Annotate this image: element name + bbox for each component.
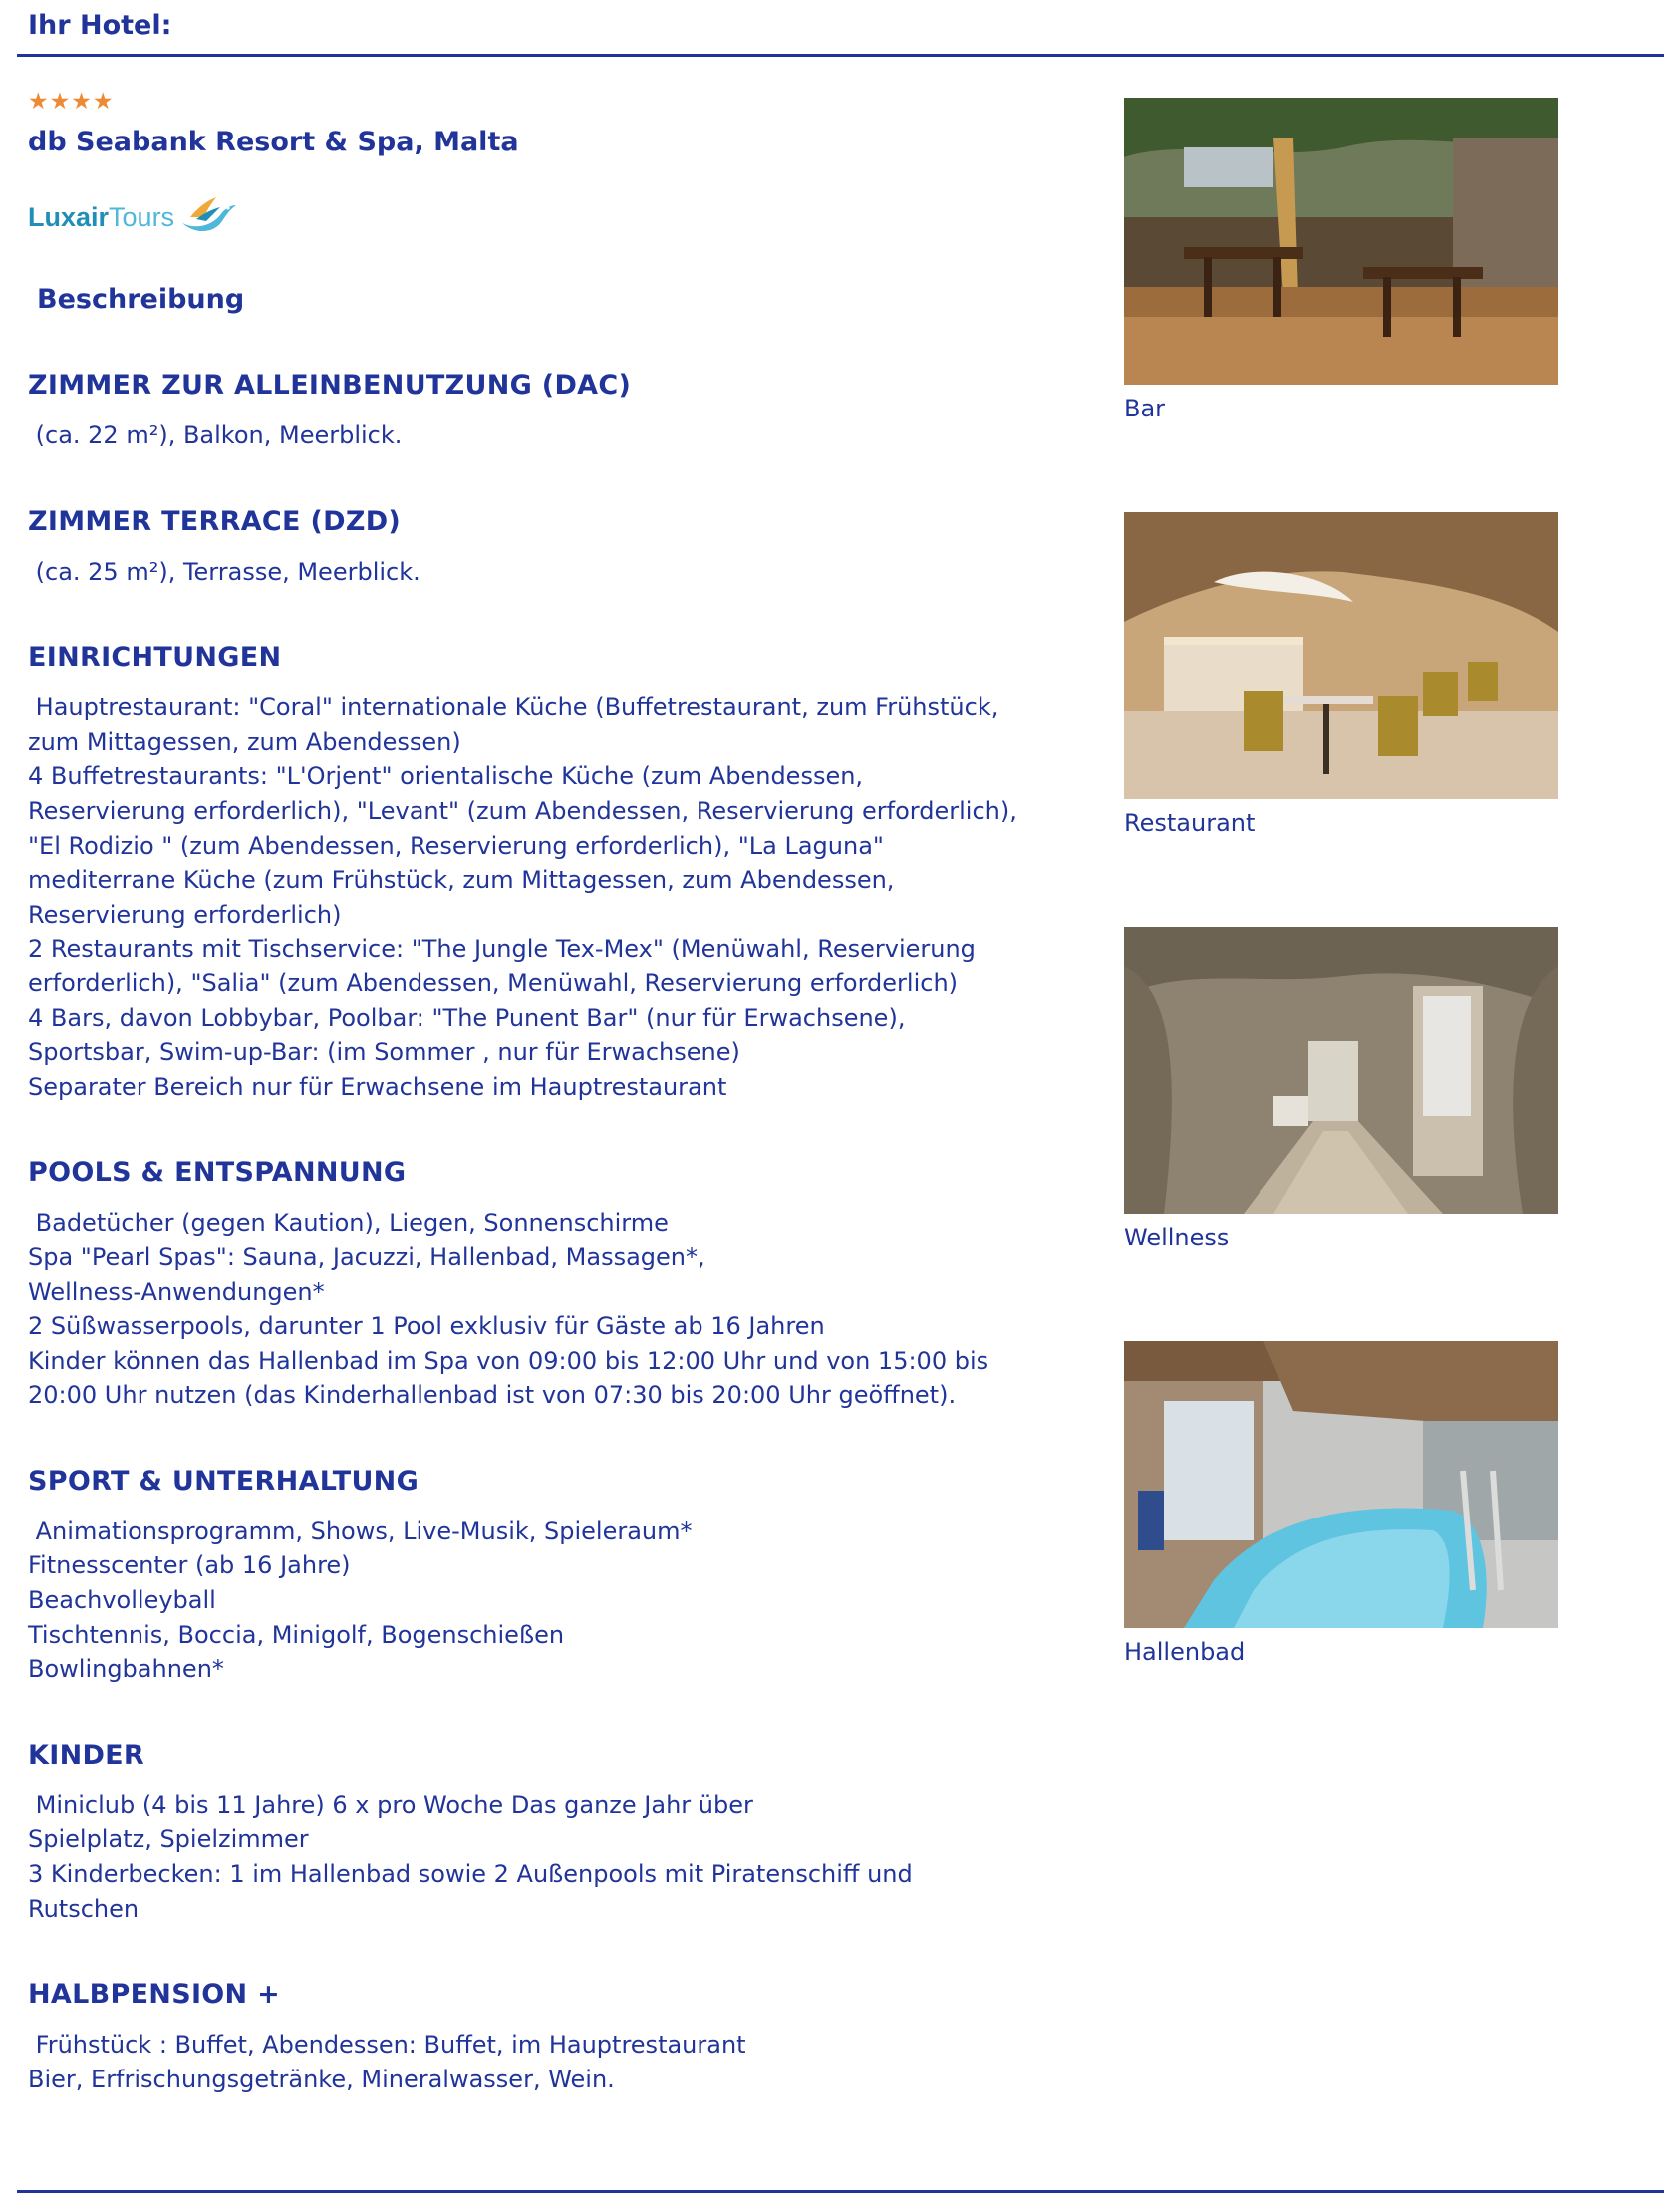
- section-line: Sportsbar, Swim-up-Bar: (im Sommer , nur für Erwachsene): [28, 1038, 740, 1067]
- section-line: Frühstück : Buffet, Abendessen: Buffet, im Hauptrestaurant: [28, 2031, 746, 2060]
- section: [28, 1465, 1054, 1687]
- description-link[interactable]: Beschreibung: [37, 284, 245, 315]
- photo-caption: Bar: [1124, 395, 1166, 422]
- section-title: POOLS & ENTSPANNUNG: [28, 1157, 407, 1189]
- section-line: Bier, Erfrischungsgetränke, Mineralwasser, Wein.: [28, 2065, 615, 2093]
- section-line: 2 Süßwasserpools, darunter 1 Pool exklusiv für Gäste ab 16 Jahren: [28, 1312, 825, 1341]
- sections-container: [28, 369, 1054, 2096]
- section-line: Reservierung erforderlich): [28, 900, 342, 929]
- section-body: [28, 418, 1054, 453]
- section-line: Hauptrestaurant: "Coral" internationale Küche (Buffetrestaurant, zum Frühstück,: [28, 693, 999, 722]
- section-title: ZIMMER ZUR ALLEINBENUTZUNG (DAC): [28, 370, 632, 401]
- bar-photo[interactable]: [1124, 98, 1558, 385]
- star-rating: ★★★★: [28, 89, 115, 115]
- section-line: Miniclub (4 bis 11 Jahre) 6 x pro Woche Das ganze Jahr über: [28, 1791, 753, 1819]
- section-line: Beachvolleyball: [28, 1586, 216, 1615]
- section-line: zum Mittagessen, zum Abendessen): [28, 727, 461, 756]
- section-line: Animationsprogramm, Shows, Live-Musik, Spieleraum*: [28, 1517, 693, 1545]
- section-line: Kinder können das Hallenbad im Spa von 09:00 bis 12:00 Uhr und von 15:00 bis: [28, 1346, 989, 1375]
- section-line: Bowlingbahnen*: [28, 1655, 224, 1684]
- section: [28, 1739, 1054, 1926]
- wellness-photo[interactable]: [1124, 927, 1558, 1214]
- section-title: SPORT & UNTERHALTUNG: [28, 1465, 420, 1497]
- section-line: Rutschen: [28, 1894, 140, 1923]
- section-line: mediterrane Küche (zum Frühstück, zum Mittagessen, zum Abendessen,: [28, 866, 895, 895]
- hotel-name[interactable]: db Seabank Resort & Spa, Malta: [28, 127, 519, 157]
- photo-caption: Hallenbad: [1124, 1638, 1246, 1666]
- section-body: [28, 1206, 1054, 1413]
- section-line: Fitnesscenter (ab 16 Jahre): [28, 1551, 351, 1580]
- photo-block-restaurant: [1124, 512, 1562, 927]
- hotel-info: [28, 88, 1054, 2096]
- section-body: [28, 2028, 1054, 2096]
- section-body: [28, 690, 1054, 1104]
- section: [28, 1978, 1054, 2096]
- photo-caption: Restaurant: [1124, 809, 1256, 837]
- pool-photo[interactable]: [1124, 1341, 1558, 1628]
- photo-caption: Wellness: [1124, 1224, 1230, 1251]
- page-title: Ihr Hotel:: [28, 10, 172, 41]
- section-line: erforderlich), "Salia" (zum Abendessen, Menüwahl, Reservierung erforderlich): [28, 968, 959, 997]
- photo-gallery: [1124, 98, 1562, 1756]
- section-line: "El Rodizio " (zum Abendessen, Reservierung erforderlich), "La Laguna": [28, 831, 884, 860]
- section-line: Tischtennis, Boccia, Minigolf, Bogenschießen: [28, 1620, 565, 1649]
- photo-block-wellness: [1124, 927, 1562, 1341]
- section-line: 4 Buffetrestaurants: "L'Orjent" orientalische Küche (zum Abendessen,: [28, 762, 864, 791]
- logo-text: LuxairTours: [28, 201, 175, 232]
- photo-block-pool: [1124, 1341, 1562, 1756]
- section-body: [28, 555, 1054, 590]
- section: [28, 369, 1054, 453]
- section: [28, 1156, 1054, 1413]
- section-line: Reservierung erforderlich), "Levant" (zum Abendessen, Reservierung erforderlich),: [28, 796, 1017, 825]
- section-line: Spielplatz, Spielzimmer: [28, 1825, 309, 1854]
- section-line: Spa "Pearl Spas": Sauna, Jacuzzi, Hallenbad, Massagen*,: [28, 1242, 705, 1271]
- section-title: ZIMMER TERRACE (DZD): [28, 505, 402, 537]
- section-line: Separater Bereich nur für Erwachsene im Hauptrestaurant: [28, 1072, 727, 1101]
- section-line: 4 Bars, davon Lobbybar, Poolbar: "The Punent Bar" (nur für Erwachsene),: [28, 1003, 906, 1032]
- restaurant-photo[interactable]: [1124, 512, 1558, 799]
- section-line: (ca. 25 m²), Terrasse, Meerblick.: [28, 557, 420, 586]
- section-line: 3 Kinderbecken: 1 im Hallenbad sowie 2 Außenpools mit Piratenschiff und: [28, 1860, 913, 1889]
- section-title: KINDER: [28, 1739, 145, 1771]
- section-line: Badetücher (gegen Kaution), Liegen, Sonnenschirme: [28, 1209, 669, 1238]
- section: [28, 641, 1054, 1104]
- section-title: HALBPENSION +: [28, 1979, 281, 2011]
- bird-logo-icon: [176, 193, 238, 241]
- photo-block-bar: [1124, 98, 1562, 512]
- section-line: (ca. 22 m²), Balkon, Meerblick.: [28, 421, 403, 449]
- section-line: Wellness-Anwendungen*: [28, 1277, 325, 1306]
- section-line: 2 Restaurants mit Tischservice: "The Jungle Tex-Mex" (Menüwahl, Reservierung: [28, 935, 976, 964]
- section-line: 20:00 Uhr nutzen (das Kinderhallenbad ist von 07:30 bis 20:00 Uhr geöffnet).: [28, 1381, 957, 1410]
- section: [28, 505, 1054, 590]
- section-body: [28, 1515, 1054, 1687]
- footer-divider: [17, 2190, 1664, 2193]
- luxair-tours-logo: [28, 189, 1054, 245]
- section-title: EINRICHTUNGEN: [28, 642, 282, 674]
- section-body: [28, 1789, 1054, 1926]
- header-divider: [17, 54, 1664, 57]
